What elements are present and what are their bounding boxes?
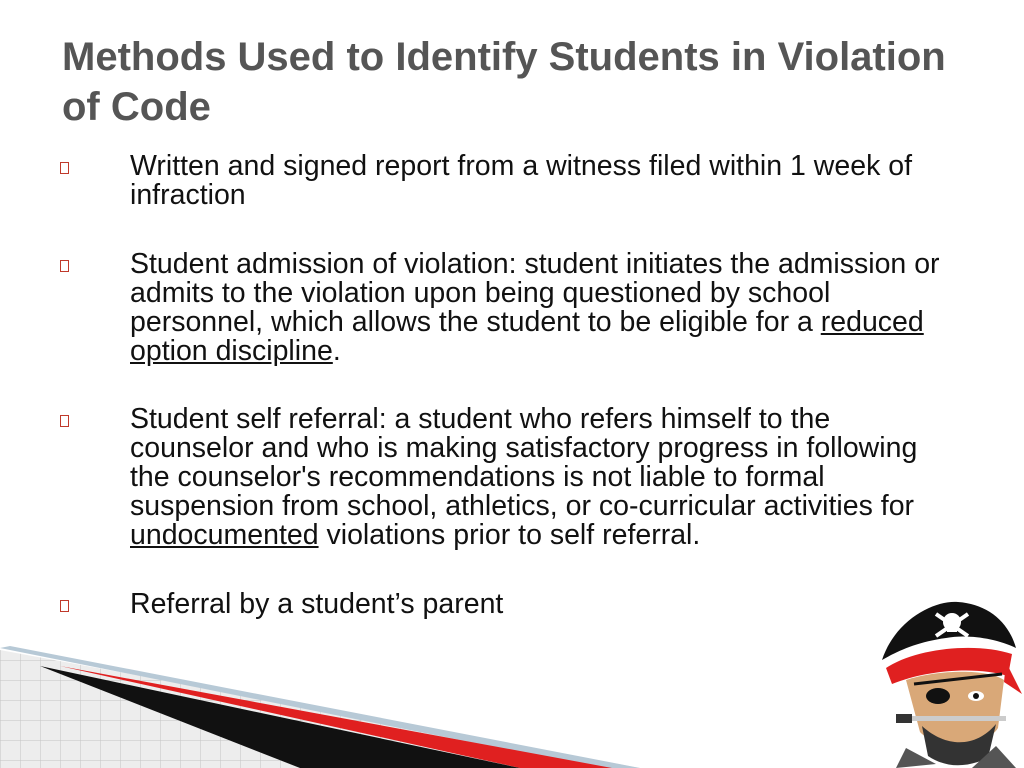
bullet-box-icon	[60, 415, 69, 427]
bullet-text-2-underlined: reduced option discipline	[130, 306, 924, 367]
bullet-text-3-underlined: undocumented	[130, 519, 319, 551]
bullet-item-3	[60, 405, 960, 550]
bullet-text-1: Written and signed report from a witness filed within 1 week of infraction	[130, 150, 913, 211]
bullet-text-4: Referral by a student’s parent	[130, 588, 504, 620]
bullet-list	[60, 146, 960, 619]
bullet-text-2-after: .	[332, 335, 341, 367]
pirate-mascot-logo	[876, 598, 1022, 768]
bullet-text-3-after: violations prior to self referral.	[318, 519, 701, 551]
bullet-text-2-before: Student admission of violation: student initiates the admission or admits to the violation upon being questioned by school personnel, which allows the student to be eligible for a	[130, 248, 940, 338]
bullet-text-3-before: Student self referral: a student who refers himself to the counselor and who is making satisfactory progress in following the counselor's recommendations is not liable to formal suspension from school, athletics, or co-curricular activities for	[130, 403, 918, 522]
bullet-box-icon	[60, 260, 69, 272]
slide-title: Methods Used to Identify Students in Violation of Code	[62, 35, 946, 129]
bullet-box-icon	[60, 162, 69, 174]
bullet-item-2	[60, 250, 960, 366]
grid-stripes-decoration	[0, 600, 640, 768]
bullet-item-1	[60, 152, 960, 210]
